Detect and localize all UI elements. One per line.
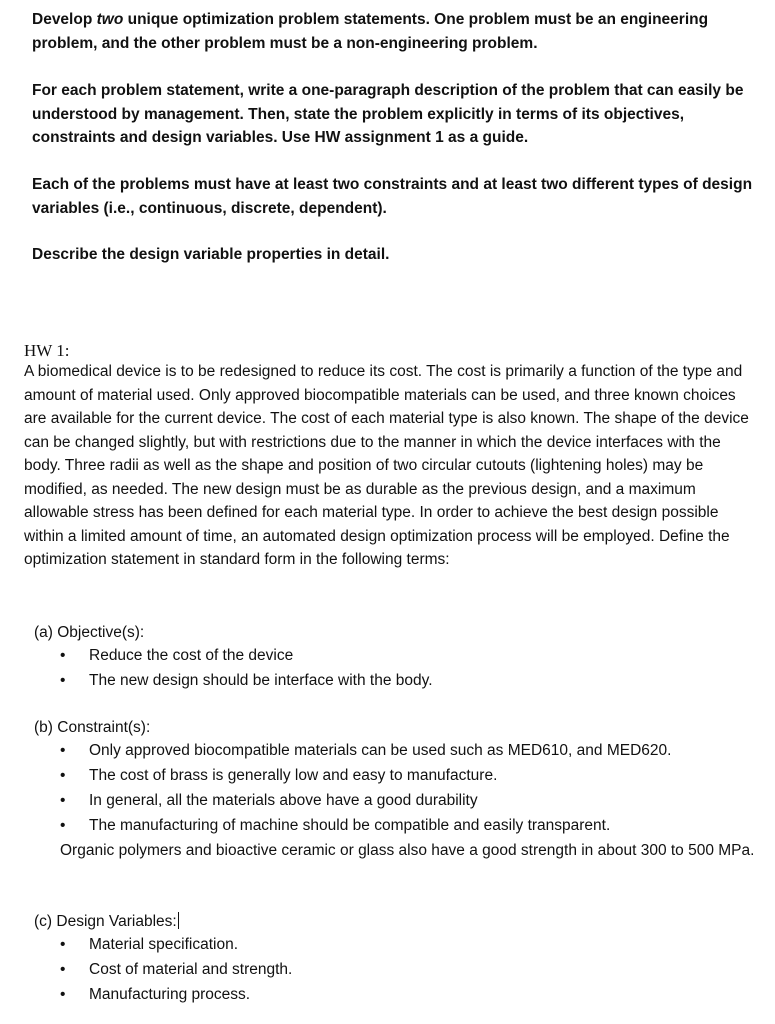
- list-item: • The new design should be interface with the body.: [60, 668, 755, 693]
- constraints-label: (b) Constraint(s):: [34, 719, 151, 736]
- objectives-list: [60, 643, 755, 693]
- text-cursor: [178, 912, 179, 929]
- instruction-paragraph-4: Describe the design variable properties in detail.: [32, 246, 390, 263]
- instruction-paragraph-1: [32, 8, 767, 55]
- design-variables-heading[interactable]: [34, 910, 775, 934]
- list-item: • In general, all the materials above have a good durability: [60, 788, 755, 813]
- list-item: • The cost of brass is generally low and easy to manufacture.: [60, 763, 755, 788]
- constraints-list: [60, 738, 755, 838]
- hw1-title: HW 1:: [24, 341, 70, 360]
- objectives-label: (a) Objective(s):: [34, 624, 145, 641]
- design-variables-label: (c) Design Variables:: [34, 913, 177, 930]
- list-item: • Material specification.: [60, 932, 755, 957]
- hw1-description: A biomedical device is to be redesigned to reduce its cost. The cost is primarily a function of the type and amount of material used. Only approved biocompatible materials can be used, and three known choices are available for the current device. The cost of each material type is also known. The shape of the device can be changed slightly, but with restrictions due to the manner in which the device interfaces with the body. Three radii as well as the shape and position of two circular cutouts (lightening holes) may be modified, as needed. The new design must be as durable as the previous design, and a maximum allowable stress has been defined for each material type. In order to achieve the best design possible within a limited amount of time, an automated design optimization process will be employed. Define the optimization statement in standard form in the following terms:: [24, 363, 749, 568]
- constraints-note: Organic polymers and bioactive ceramic or glass also have a good strength in about 300 to 500 MPa.: [60, 842, 755, 859]
- instruction-p1-pre: Develop: [32, 11, 97, 28]
- list-item: • Cost of material and strength.: [60, 957, 755, 982]
- instruction-paragraph-3: Each of the problems must have at least two constraints and at least two different types of design variables (i.e., continuous, discrete, dependent).: [32, 176, 753, 217]
- list-item: • Only approved biocompatible materials can be used such as MED610, and MED620.: [60, 738, 755, 763]
- list-item: • Manufacturing process.: [60, 982, 755, 1007]
- list-item: • The manufacturing of machine should be compatible and easily transparent.: [60, 813, 755, 838]
- list-item: • Reduce the cost of the device: [60, 643, 755, 668]
- design-variables-list: [60, 932, 755, 1007]
- instruction-p1-post: unique optimization problem statements. One problem must be an engineering problem, and the other problem must be a non-engineering problem.: [32, 11, 709, 52]
- instruction-paragraph-2: For each problem statement, write a one-paragraph description of the problem that can easily be understood by management. Then, state the problem explicitly in terms of its objectives, constraints and design variables. Use HW assignment 1 as a guide.: [32, 82, 744, 146]
- instruction-p1-emphasis: two: [96, 11, 124, 28]
